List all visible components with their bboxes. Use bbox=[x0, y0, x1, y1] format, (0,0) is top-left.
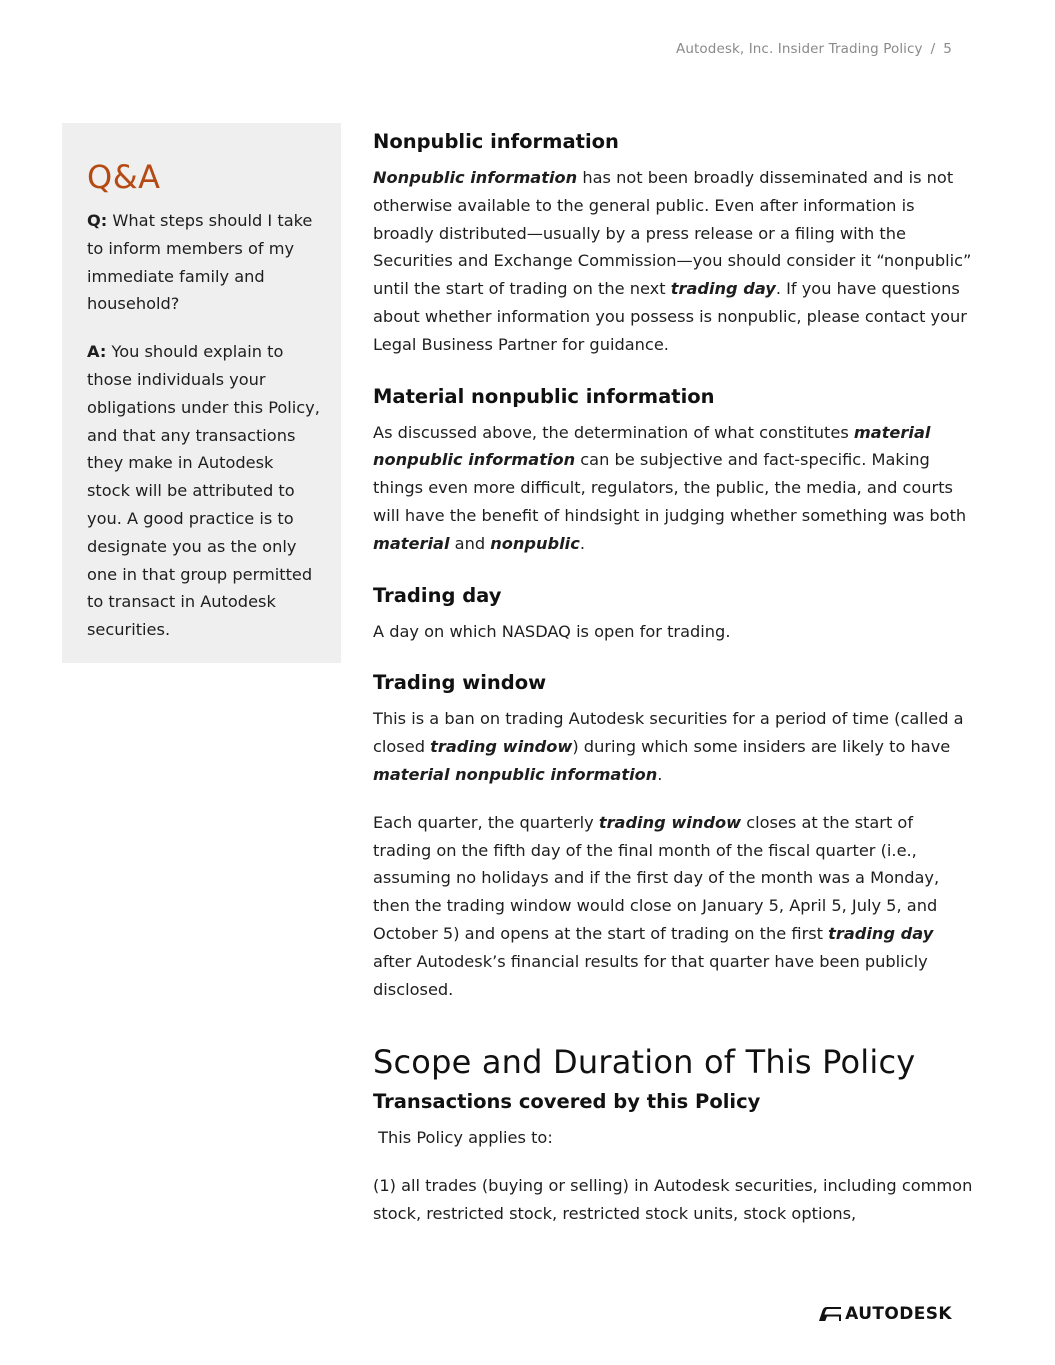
autodesk-logo-icon bbox=[819, 1307, 841, 1321]
section-heading: Transactions covered by this Policy bbox=[373, 1090, 761, 1114]
section-heading: Trading day bbox=[373, 583, 502, 607]
defined-term: trading day bbox=[670, 279, 776, 299]
section-body bbox=[373, 705, 973, 788]
defined-term: Nonpublic information bbox=[373, 168, 578, 187]
question-text: What steps should I take to inform members of my immediate family and household? bbox=[87, 211, 313, 314]
qa-sidebar bbox=[62, 123, 341, 663]
section-nonpublic-information bbox=[373, 127, 973, 359]
autodesk-logo-text: AUTODESK bbox=[845, 1304, 952, 1324]
section-trading-window bbox=[373, 668, 973, 1003]
section-body bbox=[373, 164, 973, 359]
body-text: . bbox=[657, 764, 663, 784]
section-trading-day bbox=[373, 581, 973, 646]
body-text: . bbox=[579, 533, 585, 553]
body-text: has not been broadly disseminated and is not otherwise available to the general public. Even after information is broadly distributed—usually by a press release or a filing with the Securities and Exchange Commission—you should consider it “nonpublic” until the start of trading on the next bbox=[373, 168, 972, 299]
running-header bbox=[676, 41, 952, 57]
body-text: As discussed above, the determination of what constitutes bbox=[373, 422, 854, 442]
body-text: and bbox=[449, 533, 491, 553]
question-label: Q: bbox=[87, 211, 108, 230]
defined-term: material nonpublic information bbox=[373, 422, 931, 470]
body-text: ) during which some insiders are likely to have bbox=[572, 737, 951, 757]
section-scope-and-duration bbox=[373, 1041, 973, 1227]
section-body bbox=[373, 419, 973, 558]
defined-term: nonpublic bbox=[490, 533, 580, 553]
section-body bbox=[373, 809, 973, 1004]
defined-term: trading day bbox=[828, 923, 934, 943]
section-heading: Material nonpublic information bbox=[373, 384, 715, 408]
defined-term: trading window bbox=[598, 812, 742, 832]
qa-answer bbox=[87, 338, 321, 644]
main-content bbox=[373, 127, 973, 1228]
body-text: after Autodesk’s financial results for that quarter have been publicly disclosed. bbox=[373, 951, 928, 999]
chapter-heading: Scope and Duration of This Policy bbox=[373, 1043, 916, 1082]
page-number: 5 bbox=[943, 41, 952, 57]
answer-text: You should explain to those individuals your obligations under this Policy, and that any transactions they make in Autodesk stock will be attributed to you. A good practice is to designate you as the only one in that group permitted to transact in Autodesk securities. bbox=[87, 342, 320, 640]
body-text: This is a ban on trading Autodesk securities for a period of time (called a closed bbox=[373, 709, 964, 757]
body-text: closes at the start of trading on the fifth day of the final month of the fiscal quarter (i.e., assuming no holidays and if the first day of the month was a Monday, then the trading window would close on January 5, April 5, July 5, and October 5) and opens at the start of trading on the first bbox=[373, 812, 940, 943]
body-text: . If you have questions about whether information you possess is nonpublic, please contact your Legal Business Partner for guidance. bbox=[373, 279, 967, 354]
defined-term: trading window bbox=[430, 737, 573, 757]
list-item: (1) all trades (buying or selling) in Autodesk securities, including common stock, restricted stock, restricted stock units, stock options, bbox=[373, 1176, 973, 1223]
section-heading: Trading window bbox=[373, 671, 547, 695]
header-separator: / bbox=[930, 41, 936, 57]
section-material-nonpublic-information bbox=[373, 382, 973, 558]
autodesk-logo bbox=[819, 1305, 952, 1323]
qa-question bbox=[87, 207, 321, 318]
body-text: can be subjective and fact-specific. Making things even more difficult, regulators, the public, the media, and courts will have the benefit of hindsight in judging whether something was both bbox=[373, 450, 967, 525]
section-body: This Policy applies to: bbox=[373, 1128, 553, 1148]
body-text: Each quarter, the quarterly bbox=[373, 812, 599, 832]
section-body: A day on which NASDAQ is open for trading. bbox=[373, 621, 731, 641]
answer-label: A: bbox=[87, 342, 107, 362]
qa-title: Q&A bbox=[87, 158, 161, 196]
defined-term: material nonpublic information bbox=[373, 764, 658, 784]
section-heading: Nonpublic information bbox=[373, 130, 619, 153]
document-title: Autodesk, Inc. Insider Trading Policy bbox=[676, 41, 923, 57]
defined-term: material bbox=[373, 533, 450, 553]
